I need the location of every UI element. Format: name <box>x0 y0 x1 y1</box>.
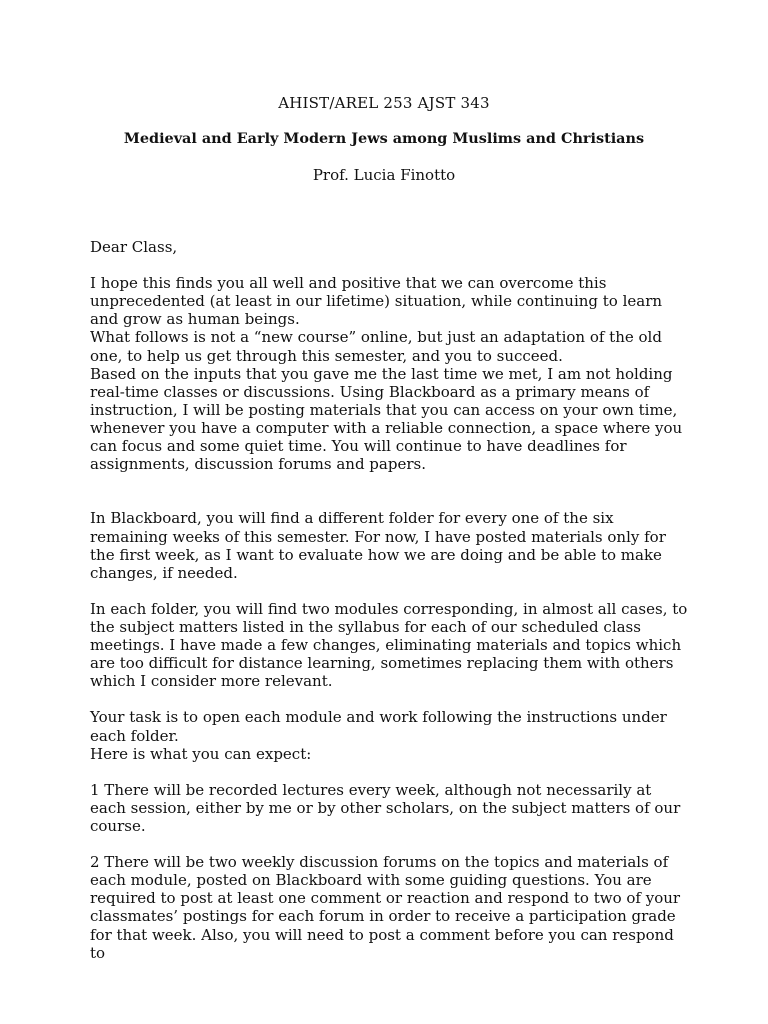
paragraph: Based on the inputs that you gave me the last time we met, I am not holding real-time classes or discussions. Using Blackboard as a primary means of instruction, I will be posting materials that you can access on your own time, whenever you have a computer with a reliable connection, a space where you can focus and some quiet time. You will continue to have deadlines for assignments, discussion forums and papers. <box>90 364 683 474</box>
paragraph: Here is what you can expect: <box>90 744 312 763</box>
course-title: Medieval and Early Modern Jews among Muslims and Christians <box>123 130 645 147</box>
professor-name: Prof. Lucia Finotto <box>312 166 456 184</box>
salutation: Dear Class, <box>90 238 178 256</box>
paragraph: In Blackboard, you will find a different folder for every one of the six remaining weeks of this semester. For now, I have posted materials only for the first week, as I want to evaluate how we are doing and be able to make changes, if needed. <box>90 509 666 582</box>
list-item: 2 There will be two weekly discussion forums on the topics and materials of each module, posted on Blackboard with some guiding questions. You are required to post at least one comment or reaction and respond to two of your classmates’ postings for each forum in order to receive a participation grade for that week. Also, you will need to post a comment before you can respond to <box>90 853 681 962</box>
list-item: 1 There will be recorded lectures every week, although not necessarily at each session, either by me or by other scholars, on the subject matters of our course. <box>90 780 681 835</box>
letter-body <box>90 238 690 962</box>
paragraph: In each folder, you will find two modules corresponding, in almost all cases, to the subject matters listed in the syllabus for each of our scheduled class meetings. I have made a few changes, eliminating materials and topics which are too difficult for distance learning, sometimes replacing them with others which I consider more relevant. <box>90 599 688 691</box>
paragraph: Your task is to open each module and work following the instructions under each folder. <box>90 708 667 745</box>
course-code: AHIST/AREL 253 AJST 343 <box>278 94 490 112</box>
paragraph: I hope this finds you all well and positive that we can overcome this unprecedented (at least in our lifetime) situation, while continuing to learn and grow as human beings. <box>90 274 663 329</box>
paragraph: What follows is not a “new course” online, but just an adaptation of the old one, to help us get through this semester, and you to succeed. <box>90 328 662 365</box>
